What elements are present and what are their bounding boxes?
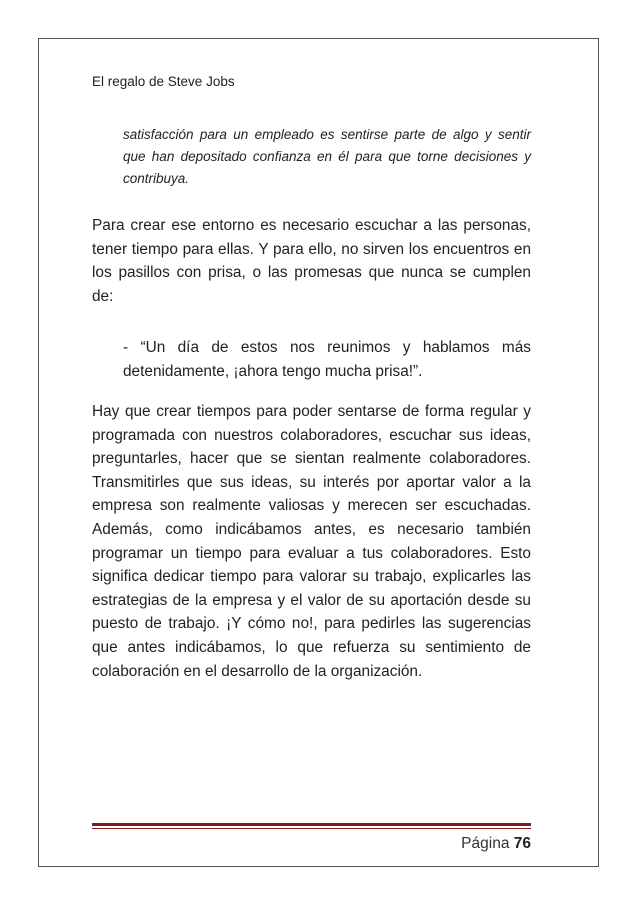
footer-rule-thin xyxy=(92,828,531,829)
page-number xyxy=(461,835,531,853)
page-number-value: 76 xyxy=(513,835,531,852)
page-label: Página xyxy=(461,835,514,852)
italic-quote xyxy=(123,124,531,190)
running-header: El regalo de Steve Jobs xyxy=(92,74,235,89)
body-paragraph-2 xyxy=(92,400,531,683)
body-paragraph-1 xyxy=(92,214,531,308)
quote-text: satisfacción para un empleado es sentirse parte de algo y sentir que han depositado confianza en él para que torne decisiones y contribuya. xyxy=(123,127,531,186)
dialog-text: - “Un día de estos nos reunimos y hablamos más detenidamente, ¡ahora tengo mucha prisa!”. xyxy=(123,339,531,380)
footer-rule-thick xyxy=(92,823,531,826)
paragraph-1-text: Para crear ese entorno es necesario escuchar a las personas, tener tiempo para ellas. Y para ello, no sirven los encuentros en los pasillos con prisa, o las promesas que nunca se cumplen de: xyxy=(92,217,531,305)
dialog-quote xyxy=(123,336,531,383)
paragraph-2-text: Hay que crear tiempos para poder sentarse de forma regular y programada con nuestros colaboradores, escuchar sus ideas, preguntarles, hacer que se sientan realmente colaboradores. Transmitirles que sus ideas, su interés por aportar valor a la empresa son realmente valiosas y merecen ser escuchadas. Además, como indicábamos antes, es necesario también programar un tiempo para evaluar a tus colaboradores. Esto significa dedicar tiempo para valorar su trabajo, explicarles las estrategias de la empresa y el valor de su aportación desde su puesto de trabajo. ¡Y cómo no!, para pedirles las sugerencias que antes indicábamos, lo que refuerza su sentimiento de colaboración en el desarrollo de la organización. xyxy=(92,403,531,680)
